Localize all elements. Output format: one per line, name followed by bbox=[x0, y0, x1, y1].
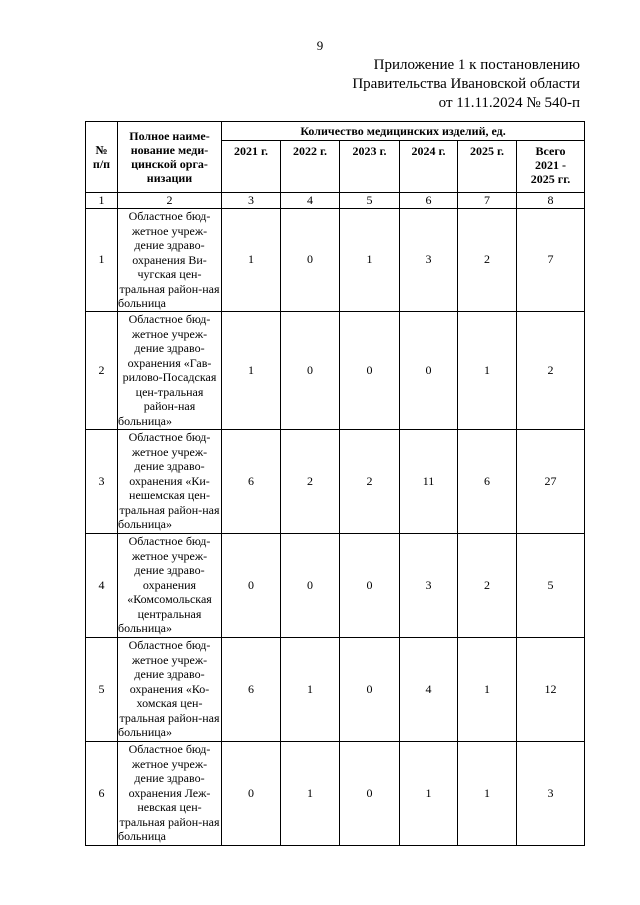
value-2024: 4 bbox=[400, 637, 458, 741]
value-2023: 0 bbox=[340, 311, 400, 429]
value-2021: 1 bbox=[222, 209, 281, 312]
row-number: 5 bbox=[86, 637, 118, 741]
value-2022: 1 bbox=[281, 741, 340, 845]
org-name: Областное бюд-жетное учреж-дение здраво-охранения «Ко-хомская цен-тральная район-ная больница» bbox=[118, 637, 222, 741]
header-year-2024: 2024 г. bbox=[400, 141, 458, 193]
header-total: Всего 2021 - 2025 гг. bbox=[517, 141, 585, 193]
row-number: 6 bbox=[86, 741, 118, 845]
value-2023: 0 bbox=[340, 533, 400, 637]
value-2021: 1 bbox=[222, 311, 281, 429]
value-2025: 6 bbox=[458, 429, 517, 533]
value-2021: 6 bbox=[222, 429, 281, 533]
row-number: 3 bbox=[86, 429, 118, 533]
value-2024: 11 bbox=[400, 429, 458, 533]
table-row bbox=[86, 741, 585, 845]
appendix-line-2: Правительства Ивановской области bbox=[352, 76, 580, 92]
value-2023: 2 bbox=[340, 429, 400, 533]
org-name: Областное бюд-жетное учреж-дение здраво-охранения Ви-чугская цен-тральная район-ная больница bbox=[118, 209, 222, 312]
value-total: 5 bbox=[517, 533, 585, 637]
medical-devices-table bbox=[85, 121, 585, 846]
org-name: Областное бюд-жетное учреж-дение здраво-охранения Леж-невская цен-тральная район-ная больница bbox=[118, 741, 222, 845]
value-2022: 1 bbox=[281, 637, 340, 741]
value-total: 2 bbox=[517, 311, 585, 429]
value-total: 3 bbox=[517, 741, 585, 845]
value-2024: 3 bbox=[400, 209, 458, 312]
header-year-2022: 2022 г. bbox=[281, 141, 340, 193]
column-number: 5 bbox=[340, 193, 400, 209]
column-number: 6 bbox=[400, 193, 458, 209]
value-2021: 6 bbox=[222, 637, 281, 741]
column-number: 3 bbox=[222, 193, 281, 209]
column-number: 7 bbox=[458, 193, 517, 209]
header-year-2025: 2025 г. bbox=[458, 141, 517, 193]
table-row bbox=[86, 533, 585, 637]
row-number: 2 bbox=[86, 311, 118, 429]
table-row bbox=[86, 209, 585, 312]
value-total: 7 bbox=[517, 209, 585, 312]
table-row bbox=[86, 429, 585, 533]
value-total: 27 bbox=[517, 429, 585, 533]
row-number: 4 bbox=[86, 533, 118, 637]
header-year-2021: 2021 г. bbox=[222, 141, 281, 193]
column-number: 8 bbox=[517, 193, 585, 209]
table-row bbox=[86, 311, 585, 429]
value-2022: 0 bbox=[281, 209, 340, 312]
value-2021: 0 bbox=[222, 533, 281, 637]
appendix-line-3: от 11.11.2024 № 540-п bbox=[438, 95, 580, 111]
row-number: 1 bbox=[86, 209, 118, 312]
value-2025: 2 bbox=[458, 533, 517, 637]
value-2023: 0 bbox=[340, 741, 400, 845]
header-org-name: Полное наиме-нование меди-цинской орга-низации bbox=[118, 122, 222, 193]
header-quantity-group: Количество медицинских изделий, ед. bbox=[222, 122, 585, 141]
value-2024: 0 bbox=[400, 311, 458, 429]
value-2022: 0 bbox=[281, 533, 340, 637]
appendix-header bbox=[352, 56, 580, 113]
value-2025: 2 bbox=[458, 209, 517, 312]
value-2023: 0 bbox=[340, 637, 400, 741]
value-2025: 1 bbox=[458, 311, 517, 429]
column-number: 1 bbox=[86, 193, 118, 209]
value-2021: 0 bbox=[222, 741, 281, 845]
value-2024: 3 bbox=[400, 533, 458, 637]
value-2022: 0 bbox=[281, 311, 340, 429]
value-2025: 1 bbox=[458, 637, 517, 741]
org-name: Областное бюд-жетное учреж-дение здраво-охранения «Комсомольская центральная больница» bbox=[118, 533, 222, 637]
value-2025: 1 bbox=[458, 741, 517, 845]
value-2024: 1 bbox=[400, 741, 458, 845]
value-2023: 1 bbox=[340, 209, 400, 312]
org-name: Областное бюд-жетное учреж-дение здраво-охранения «Гав-рилово-Посадская цен-тральная район-ная больница» bbox=[118, 311, 222, 429]
header-year-2023: 2023 г. bbox=[340, 141, 400, 193]
appendix-line-1: Приложение 1 к постановлению bbox=[373, 57, 580, 73]
table-row bbox=[86, 637, 585, 741]
column-number: 2 bbox=[118, 193, 222, 209]
column-number: 4 bbox=[281, 193, 340, 209]
header-number: № п/п bbox=[86, 122, 118, 193]
page-number: 9 bbox=[316, 38, 324, 53]
org-name: Областное бюд-жетное учреж-дение здраво-охранения «Ки-нешемская цен-тральная район-ная больница» bbox=[118, 429, 222, 533]
value-total: 12 bbox=[517, 637, 585, 741]
value-2022: 2 bbox=[281, 429, 340, 533]
column-number-row bbox=[86, 193, 585, 209]
